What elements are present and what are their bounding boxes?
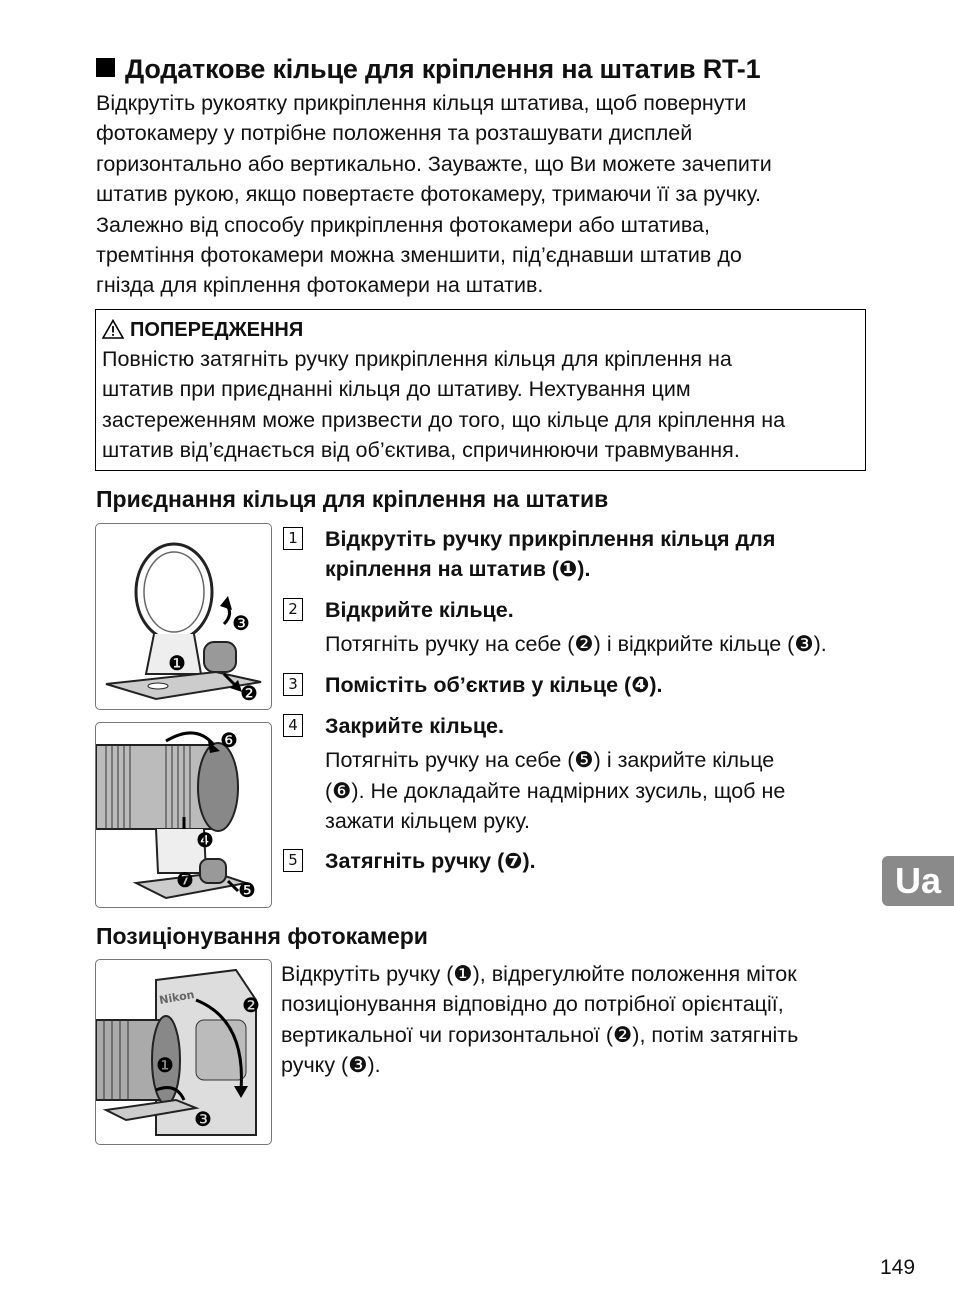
section-title: Додаткове кільце для кріплення на штатив RT-1 (96, 54, 760, 85)
figure2-callout-5: ❺ (238, 878, 256, 902)
figure3-callout-3: ❸ (194, 1107, 212, 1131)
step-detail: Потягніть ручку на себе (❺) і закрийте кільце (❻). Не докладайте надмірних зусиль, щоб не зажати кільцем руку. (325, 748, 786, 834)
figure2-callout-7: ❼ (176, 868, 194, 892)
step-detail: Потягніть ручку на себе (❷) і відкрийте кільце (❸). (325, 632, 827, 657)
step-instruction: Відкрутіть ручку прикріплення кільця для кріплення на штатив (❶). (325, 527, 776, 582)
step-3 (283, 670, 883, 700)
step-instruction: Помістіть об’єктив у кільце (❹). (325, 673, 663, 697)
figure3-callout-1: ❶ (156, 1053, 174, 1077)
intro-paragraph: Відкрутіть рукоятку прикріплення кільця штатива, щоб повернути фотокамеру у потрібне положення та розташувати дисплей горизонтально або вертикально. Зауважте, що Ви можете зачепити штатив рукою, якщо повертаєте фотокамеру, тримаючи її за ручку. Залежно від способу прикріплення фотокамери або штатива, тремтіння фотокамери можна зменшити, під’єднавши штатив до гнізда для кріплення фотокамери на штатив. (96, 91, 772, 298)
figure1-callout-2: ❷ (240, 681, 258, 705)
figure1-callout-3: ❸ (232, 611, 250, 635)
step-instruction: Затягніть ручку (❼). (325, 849, 536, 873)
figure3-callout-2: ❷ (242, 993, 260, 1017)
warning-box (95, 309, 866, 471)
step-number: 4 (283, 714, 303, 737)
svg-text:Nikon: Nikon (158, 988, 196, 1007)
step-instruction: Відкрийте кільце. (325, 598, 514, 622)
figure2-callout-4: ❹ (196, 828, 214, 852)
tripod-ring-open-illustration (95, 523, 272, 710)
attaching-heading: Приєднання кільця для кріплення на штатив (96, 486, 609, 512)
square-bullet-icon (96, 58, 115, 77)
step-5 (283, 846, 883, 876)
step-instruction: Закрийте кільце. (325, 714, 504, 738)
step-4 (283, 711, 883, 837)
lens-in-ring-illustration (95, 722, 272, 908)
figure2-callout-6: ❻ (220, 728, 238, 752)
figure1-callout-1: ❶ (168, 651, 186, 675)
positioning-text: Відкрутіть ручку (❶), відрегулюйте положення міток позиціонування відповідно до потрібної орієнтації, вертикальної чи горизонтальної (❷), потім затягніть ручку (❸). (281, 962, 799, 1078)
language-tab: Ua (882, 856, 954, 906)
page-number: 149 (880, 1256, 916, 1279)
warning-text: Повністю затягніть ручку прикріплення кільця для кріплення на штатив при приєднанні кільця до штативу. Нехтування цим застереженням може призвести до того, що кільце для кріплення на штатив від’єднається від об’єктива, спричинюючи травмування. (102, 347, 786, 463)
step-number: 2 (283, 598, 303, 621)
step-1 (283, 524, 883, 585)
step-number: 5 (283, 849, 303, 872)
step-number: 1 (283, 527, 303, 550)
warning-title: ПОПЕРЕДЖЕННЯ (102, 316, 859, 344)
step-2 (283, 595, 883, 660)
warning-triangle-icon (102, 319, 124, 339)
step-number: 3 (283, 673, 303, 696)
camera-positioning-illustration (95, 959, 272, 1145)
positioning-heading: Позиціонування фотокамери (96, 923, 428, 949)
